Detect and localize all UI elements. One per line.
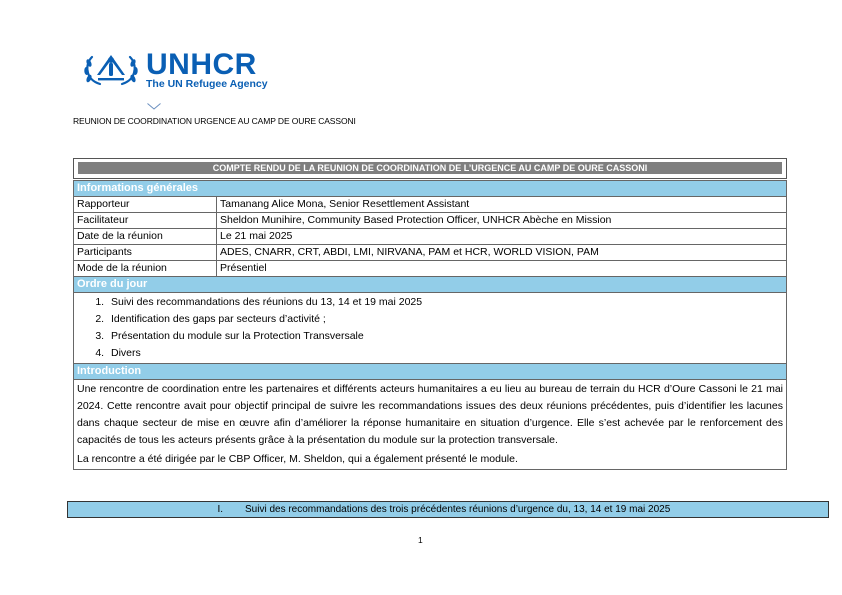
table-row <box>74 197 787 213</box>
row-value: Tamanang Alice Mona, Senior Resettlement Assistant <box>217 197 787 213</box>
row-label: Rapporteur <box>74 197 217 213</box>
agenda-section-title: Ordre du jour <box>74 277 787 293</box>
section-header-introduction <box>74 364 787 380</box>
table-row <box>74 213 787 229</box>
logo-name: UNHCR <box>146 47 257 81</box>
meeting-title: REUNION DE COORDINATION URGENCE AU CAMP DE OURE CASSONI <box>73 116 356 126</box>
section-one-heading <box>67 501 829 518</box>
page-number: 1 <box>418 535 423 545</box>
list-item: 2. Identification des gaps par secteurs d’activité ; <box>107 311 783 328</box>
section-number: I. <box>217 504 223 515</box>
section-header-info <box>74 181 787 197</box>
introduction-paragraph: Une rencontre de coordination entre les partenaires et différents acteurs humanitaires a eu lieu au bureau de terrain du HCR d’Oure Cassoni le 21 mai 2024. Cette rencontre avait pour objectif principal de suivre les recommandations issues des deux réunions précédentes, puis d’identifier les lacunes dans chaque secteur de mise en œuvre afin d’améliorer la réponse humanitaire en situation d’urgence. Elle s’est achevée par le renforcement des capacités de tous les acteurs présents grâce à la présentation du module sur la protection transversale. <box>77 383 783 446</box>
row-label: Date de la réunion <box>74 229 217 245</box>
table-row <box>74 261 787 277</box>
report-title-box <box>73 158 787 179</box>
agenda-cell <box>74 293 787 364</box>
row-label: Facilitateur <box>74 213 217 229</box>
chevron-down-icon <box>147 103 161 110</box>
logo-wordmark <box>146 47 268 90</box>
introduction-section-title: Introduction <box>74 364 787 380</box>
unhcr-logo <box>80 47 268 90</box>
row-label: Mode de la réunion <box>74 261 217 277</box>
meeting-summary-table <box>73 180 787 470</box>
row-label: Participants <box>74 245 217 261</box>
section-title: Suivi des recommandations des trois précédentes réunions d’urgence du, 13, 14 et 19 mai 2025 <box>245 504 671 515</box>
list-item: 3. Présentation du module sur la Protection Transversale <box>107 328 783 345</box>
info-section-title: Informations générales <box>74 181 787 197</box>
row-value: ADES, CNARR, CRT, ABDI, LMI, NIRVANA, PAM et HCR, WORLD VISION, PAM <box>217 245 787 261</box>
introduction-cell <box>74 380 787 470</box>
agenda-list <box>77 293 783 363</box>
section-header-agenda <box>74 277 787 293</box>
logo-tagline: The UN Refugee Agency <box>146 77 268 90</box>
introduction-row <box>74 380 787 470</box>
table-row <box>74 229 787 245</box>
introduction-closing: La rencontre a été dirigée par le CBP Officer, M. Sheldon, qui a également présenté le module. <box>77 453 518 465</box>
unhcr-emblem-icon <box>80 51 142 89</box>
row-value: Sheldon Munihire, Community Based Protection Officer, UNHCR Abèche en Mission <box>217 213 787 229</box>
list-item: 4. Divers <box>107 345 783 362</box>
report-title: COMPTE RENDU DE LA REUNION DE COORDINATION DE L’URGENCE AU CAMP DE OURE CASSONI <box>78 162 782 174</box>
table-row <box>74 245 787 261</box>
agenda-row <box>74 293 787 364</box>
row-value: Présentiel <box>217 261 787 277</box>
list-item: 1. Suivi des recommandations des réunions du 13, 14 et 19 mai 2025 <box>107 294 783 311</box>
row-value: Le 21 mai 2025 <box>217 229 787 245</box>
